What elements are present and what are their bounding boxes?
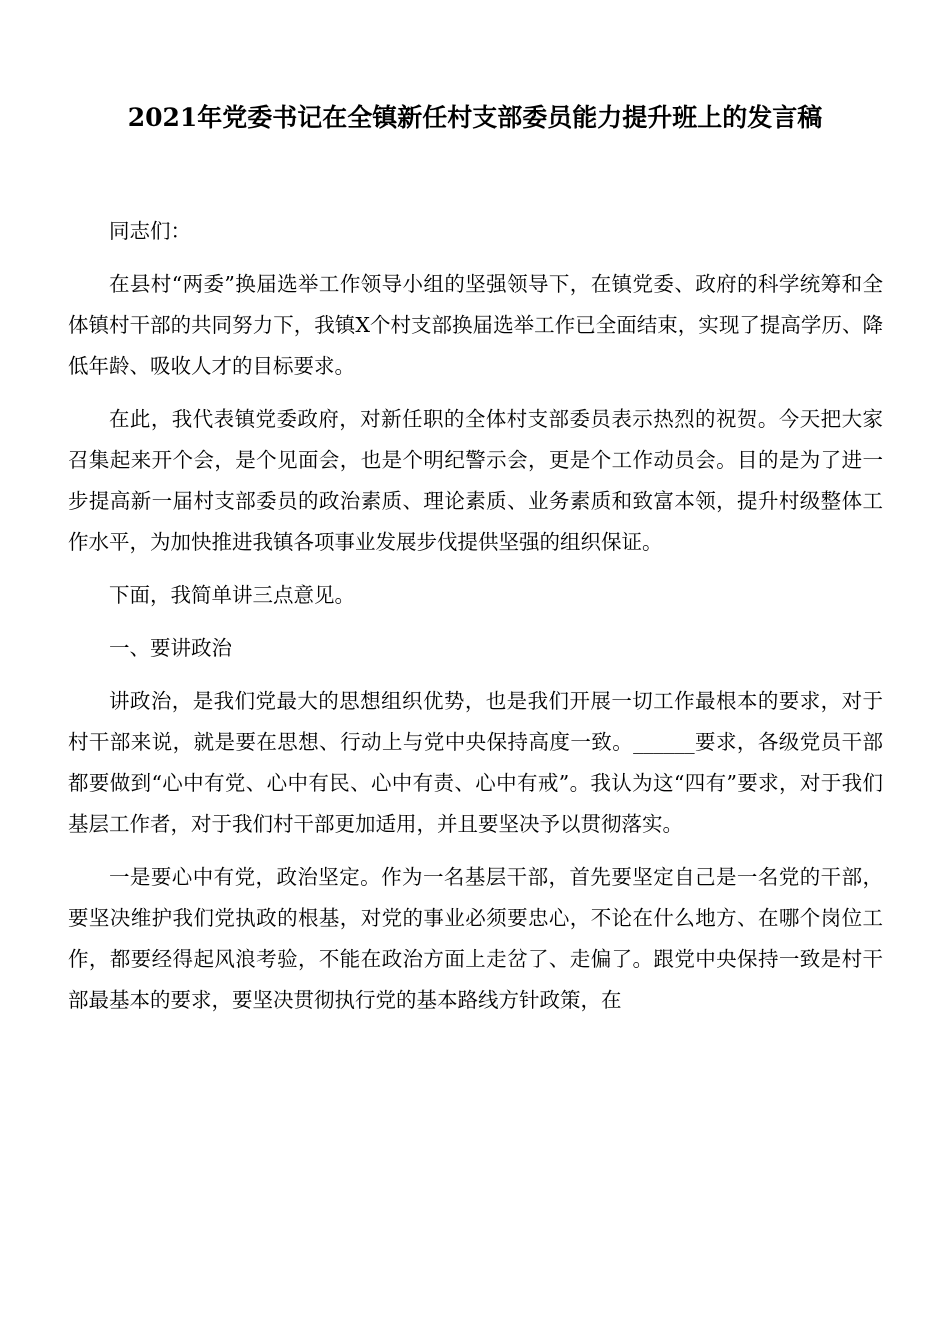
section-heading-1: 一、要讲政治 [109,636,232,660]
document-title: 2021年党委书记在全镇新任村支部委员能力提升班上的发言稿 [127,103,823,132]
overview-paragraph: 下面，我简单讲三点意见。 [109,583,355,607]
salutation-paragraph: 同志们： [109,219,191,243]
party-loyalty-paragraph: 一是要心中有党，政治坚定。作为一名基层干部，首先要坚定自己是一名党的干部，要坚决维护我们党执政的根基，对党的事业必须要忠心，不论在什么地方、在哪个岗位工作，都要经得起风浪考验，不能在政治方面上走岔了、走偏了。跟党中央保持一致是村干部最基本的要求，要坚决贯彻执行党的基本路线方针政策，在 [68,865,883,1012]
congratulation-paragraph: 在此，我代表镇党委政府，对新任职的全体村支部委员表示热烈的祝贺。今天把大家召集起来开个会，是个见面会，也是个明纪警示会，更是个工作动员会。目的是为了进一步提高新一届村支部委员的政治素质、理论素质、业务素质和致富本领，提升村级整体工作水平，为加快推进我镇各项事业发展步伐提供坚强的组织保证。 [68,407,883,554]
intro-paragraph: 在县村“两委”换届选举工作领导小组的坚强领导下，在镇党委、政府的科学统筹和全体镇村干部的共同努力下，我镇X个村支部换届选举工作已全面结束，实现了提高学历、降低年龄、吸收人才的目标要求。 [68,272,883,378]
politics-paragraph: 讲政治，是我们党最大的思想组织优势，也是我们开展一切工作最根本的要求，对于村干部来说，就是要在思想、行动上与党中央保持高度一致。______要求，各级党员干部都要做到“心中有党、心中有民、心中有责、心中有戒”。我认为这“四有”要求，对于我们基层工作者，对于我们村干部更加适用，并且要坚决予以贯彻落实。 [68,689,883,836]
document-body [68,211,883,1033]
